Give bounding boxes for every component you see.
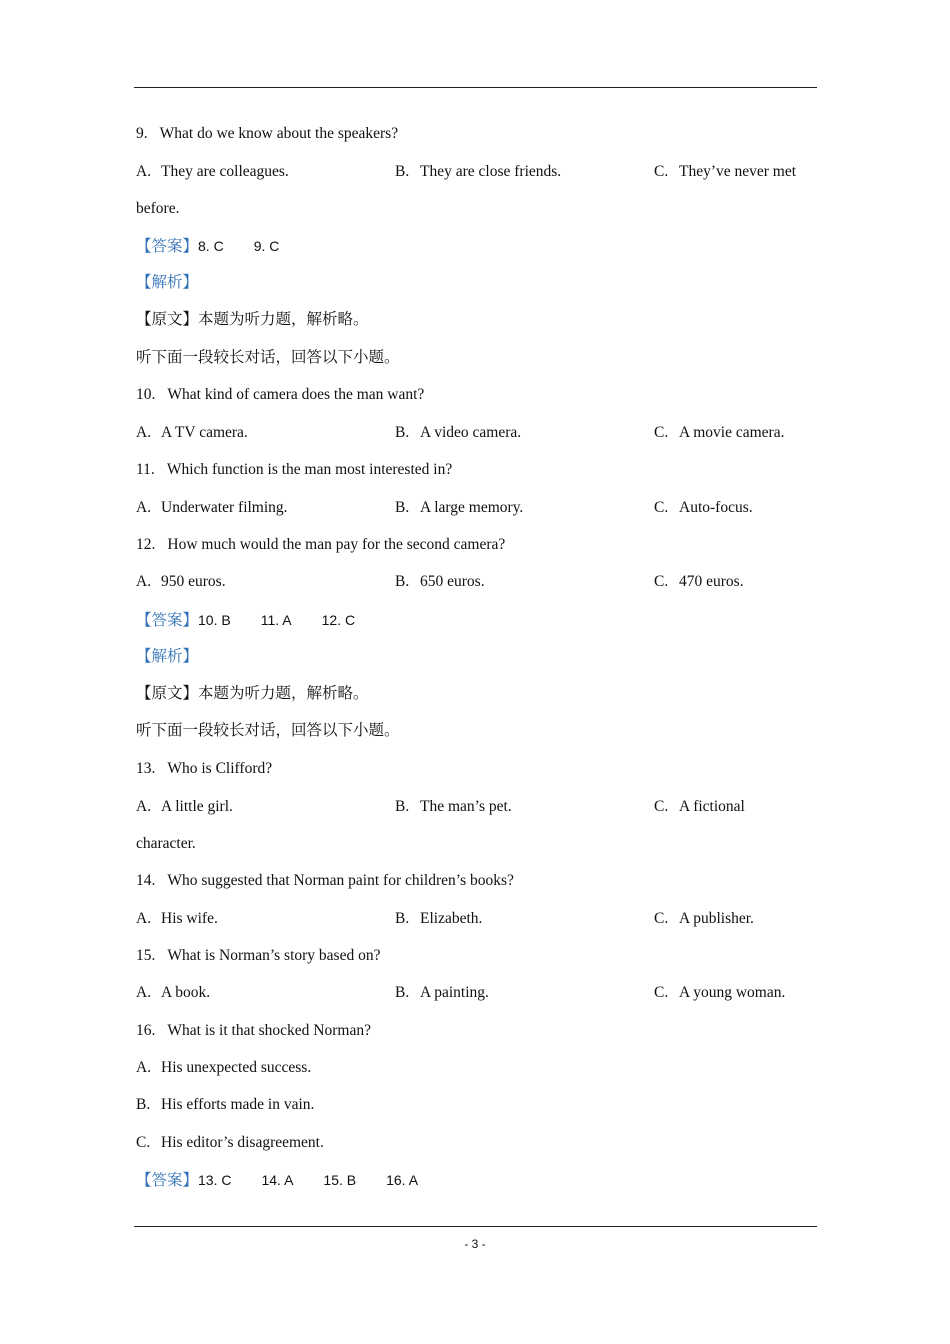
question-number: 16.	[136, 1022, 156, 1039]
question-number: 9.	[136, 125, 148, 142]
option-b: B. A video camera.	[395, 424, 522, 441]
footer-rule	[134, 1226, 817, 1227]
question-11	[136, 460, 452, 480]
option-c-continued: before.	[136, 200, 180, 217]
question-14	[136, 871, 514, 891]
answer-values: 8. C 9. C	[198, 238, 280, 254]
option-a: A. They are colleagues.	[136, 163, 289, 180]
question-16	[136, 1021, 371, 1041]
option-b: B. His efforts made in vain.	[136, 1096, 315, 1113]
question-15	[136, 946, 380, 966]
option-b: B. Elizabeth.	[395, 910, 483, 927]
option-c: C. A publisher.	[654, 910, 754, 927]
question-13	[136, 759, 272, 779]
question-10	[136, 385, 424, 405]
answer-values: 13. C 14. A 15. B 16. A	[198, 1172, 419, 1188]
option-c: C. A fictional	[654, 798, 745, 815]
option-a: A. Underwater filming.	[136, 499, 288, 516]
question-number: 11.	[136, 461, 155, 478]
option-c: C. His editor’s disagreement.	[136, 1134, 324, 1151]
question-text: Which function is the man most interested in?	[166, 461, 453, 478]
option-a: A. His unexpected success.	[136, 1059, 312, 1076]
question-text: What kind of camera does the man want?	[167, 386, 425, 403]
answer-tag: 【答案】	[136, 612, 199, 629]
question-9	[136, 124, 398, 144]
original-text-note: 【原文】本题为听力题，解析略。	[136, 685, 369, 702]
analysis-tag: 【解析】	[136, 648, 199, 665]
answer-line	[136, 1170, 448, 1191]
answer-tag: 【答案】	[136, 238, 199, 255]
option-a: A. A little girl.	[136, 798, 233, 815]
option-a: A. 950 euros.	[136, 573, 226, 590]
question-number: 12.	[136, 536, 156, 553]
option-a: A. A book.	[136, 984, 211, 1001]
header-rule	[134, 87, 817, 88]
question-number: 10.	[136, 386, 156, 403]
option-c: C. 470 euros.	[654, 573, 744, 590]
question-12	[136, 535, 505, 555]
option-b: B. A large memory.	[395, 499, 524, 516]
answer-line	[136, 236, 309, 257]
question-text: Who is Clifford?	[167, 760, 273, 777]
original-text-note: 【原文】本题为听力题，解析略。	[136, 311, 369, 328]
answer-line	[136, 610, 385, 631]
option-b: B. They are close friends.	[395, 163, 562, 180]
question-number: 14.	[136, 872, 156, 889]
question-text: Who suggested that Norman paint for children’s books?	[167, 872, 514, 889]
question-number: 15.	[136, 947, 156, 964]
option-b: B. The man’s pet.	[395, 798, 512, 815]
option-a: A. His wife.	[136, 910, 218, 927]
page-number: - 3 -	[464, 1237, 486, 1251]
option-c-continued: character.	[136, 835, 196, 852]
option-b: B. 650 euros.	[395, 573, 485, 590]
question-text: What is Norman’s story based on?	[167, 947, 381, 964]
option-c: C. Auto-focus.	[654, 499, 753, 516]
section-instruction: 听下面一段较长对话，回答以下小题。	[136, 349, 400, 366]
question-text: What is it that shocked Norman?	[167, 1022, 371, 1039]
question-text: How much would the man pay for the second camera?	[167, 536, 506, 553]
answer-values: 10. B 11. A 12. C	[198, 612, 356, 628]
answer-tag: 【答案】	[136, 1172, 199, 1189]
option-a: A. A TV camera.	[136, 424, 248, 441]
option-b: B. A painting.	[395, 984, 489, 1001]
analysis-tag: 【解析】	[136, 274, 199, 291]
question-number: 13.	[136, 760, 156, 777]
option-c: C. A young woman.	[654, 984, 786, 1001]
option-c: C. A movie camera.	[654, 424, 785, 441]
section-instruction: 听下面一段较长对话，回答以下小题。	[136, 722, 400, 739]
option-c: C. They’ve never met	[654, 163, 797, 180]
question-text: What do we know about the speakers?	[159, 125, 399, 142]
